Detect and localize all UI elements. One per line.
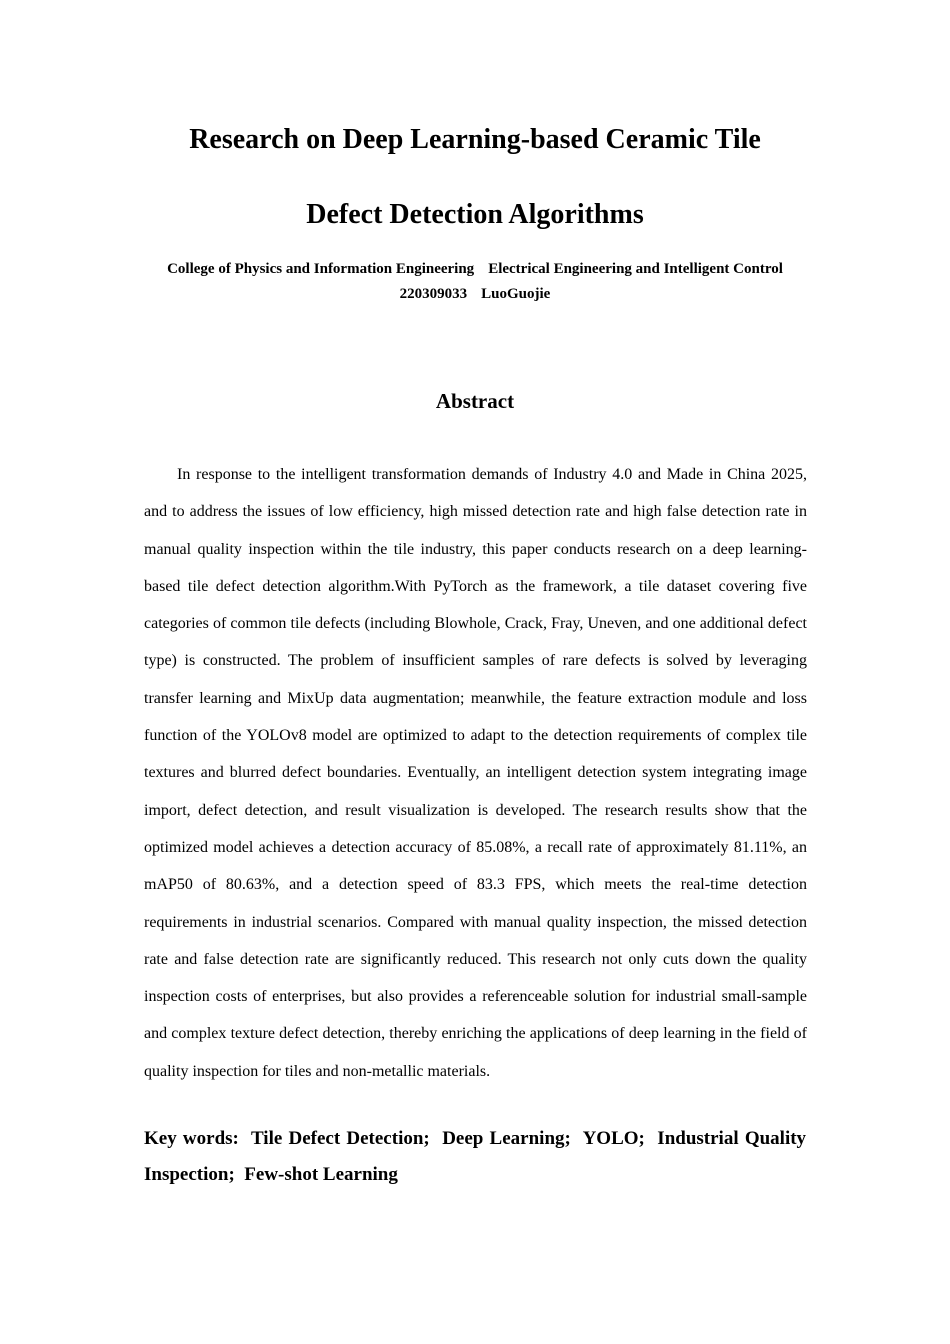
keywords-label: Key words:: [144, 1128, 239, 1149]
author-affiliation: [0, 259, 950, 279]
major-name: Electrical Engineering and Intelligent Control: [488, 261, 783, 277]
abstract-heading: Abstract: [435, 389, 515, 413]
keyword-item: YOLO;: [582, 1128, 645, 1149]
abstract-body: In response to the intelligent transformation demands of Industry 4.0 and Made in China 2025, and to address the issues of low efficiency, high missed detection rate and high false detection rate in manual quality inspection within the tile industry, this paper conducts research on a deep learning-based tile defect detection algorithm.With PyTorch as the framework, a tile dataset covering five categories of common tile defects (including Blowhole, Crack, Fray, Uneven, and one additional defect type) is constructed. The problem of insufficient samples of rare defects is solved by leveraging transfer learning and MixUp data augmentation; meanwhile, the feature extraction module and loss function of the YOLOv8 model are optimized to adapt to the detection requirements of complex tile textures and blurred defect boundaries. Eventually, an intelligent detection system integrating image import, defect detection, and result visualization is developed. The research results show that the optimized model achieves a detection accuracy of 85.08%, a recall rate of approximately 81.11%, an mAP50 of 80.63%, and a detection speed of 83.3 FPS, which meets the real-time detection requirements in industrial scenarios. Compared with manual quality inspection, the missed detection rate and false detection rate are significantly reduced. This research not only cuts down the quality inspection costs of enterprises, but also provides a referenceable solution for industrial small-sample and complex texture defect detection, thereby enriching the applications of deep learning in the field of quality inspection for tiles and non-metallic materials.: [144, 466, 807, 1080]
student-id: 220309033: [399, 286, 468, 302]
keyword-item: Deep Learning;: [442, 1128, 571, 1149]
keyword-item: Few-shot Learning: [244, 1164, 398, 1185]
paper-title-line-2: Defect Detection Algorithms: [306, 199, 644, 230]
author-name: LuoGuojie: [481, 286, 551, 302]
keywords-line: [144, 1121, 806, 1193]
author-identity: [0, 284, 950, 304]
college-name: College of Physics and Information Engineering: [167, 261, 475, 277]
keyword-item: Industrial Quality Inspection;: [144, 1128, 807, 1185]
paper-title-line-1: Research on Deep Learning-based Ceramic Tile: [189, 124, 761, 155]
keyword-item: Tile Defect Detection;: [250, 1128, 430, 1149]
